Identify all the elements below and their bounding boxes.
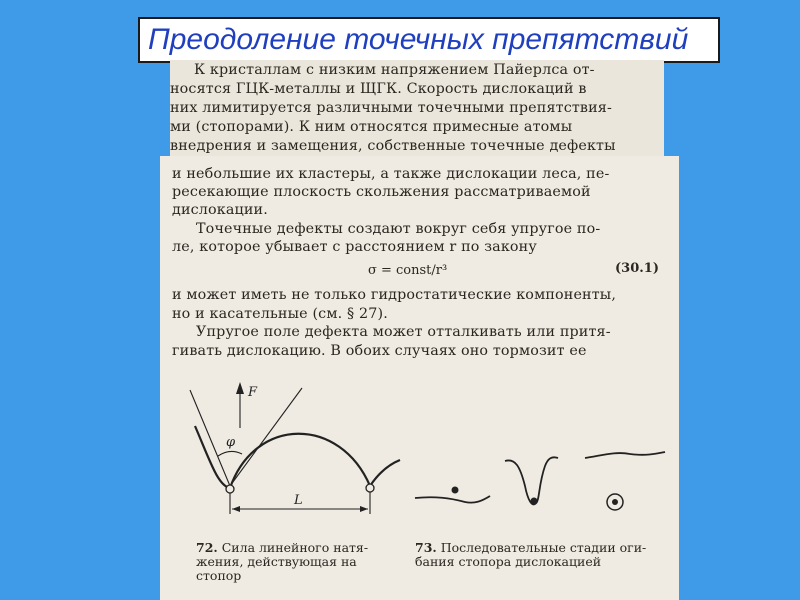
main-line: ресекающие плоскость скольжения рассматриваемой: [172, 184, 591, 200]
obstacle-right: [366, 484, 374, 492]
after-line: но и касательные (см. § 27).: [172, 306, 388, 322]
stage-1-line: [415, 496, 490, 503]
caption-72-line: Сила линейного натя-: [221, 540, 369, 555]
caption-72-line: жения, действующая на: [196, 554, 357, 569]
after-line: Упругое поле дефекта может отталкивать или притя-: [196, 324, 611, 340]
caption-73: [415, 541, 646, 569]
label-phi: φ: [226, 435, 236, 450]
figure-73: [410, 446, 670, 536]
stage-3-obstacle: [612, 499, 618, 505]
label-L: L: [294, 493, 303, 508]
scan-top-excerpt: [170, 60, 664, 160]
top-line: К кристаллам с низким напряжением Пайерлса от-: [194, 62, 595, 78]
tangent-left: [190, 390, 230, 486]
top-line: них лимитируется различными точечными препятствия-: [170, 100, 612, 116]
stage-1-obstacle: [452, 487, 459, 494]
caption-73-line: Последовательные стадии оги-: [440, 540, 647, 555]
top-line: носятся ГЦК-металлы и ЩГК. Скорость дислокаций в: [170, 81, 587, 97]
top-line: внедрения и замещения, собственные точечные дефекты: [170, 138, 616, 154]
phi-arc: [218, 451, 242, 456]
main-line: и небольшие их кластеры, а также дислокации леса, пе-: [172, 166, 610, 182]
main-line: Точечные дефекты создают вокруг себя упругое по-: [196, 221, 601, 237]
formula: σ = const/r³: [368, 263, 448, 278]
stage-2-obstacle: [531, 498, 538, 505]
scan-main-excerpt: [160, 156, 679, 600]
stage-2-line: [505, 457, 558, 504]
force-arrow-head: [236, 382, 244, 394]
top-line: ми (стопорами). К ним относятся примесные атомы: [170, 119, 573, 135]
tangent-right: [230, 388, 302, 486]
after-line: и может иметь не только гидростатические компоненты,: [172, 287, 617, 303]
title-box: [138, 17, 720, 63]
stage-3-line: [585, 452, 665, 458]
figure-72: [170, 376, 420, 526]
slide-title: Преодоление точечных препятствий: [148, 23, 689, 56]
formula-number: (30.1): [615, 261, 659, 276]
caption-72-line: стопор: [196, 568, 242, 583]
after-line: гивать дислокацию. В обоих случаях оно тормозит ее: [172, 343, 587, 359]
caption-73-line: бания стопора дислокацией: [415, 554, 602, 569]
main-line: ле, которое убывает с расстоянием r по закону: [172, 239, 537, 255]
label-F: F: [248, 385, 258, 400]
caption-73-number: 73.: [415, 540, 437, 555]
dim-arrow-right: [360, 506, 368, 512]
caption-72: [196, 541, 368, 583]
dim-arrow-left: [232, 506, 240, 512]
caption-72-number: 72.: [196, 540, 218, 555]
obstacle-left: [226, 485, 234, 493]
main-line: дислокации.: [172, 202, 268, 218]
